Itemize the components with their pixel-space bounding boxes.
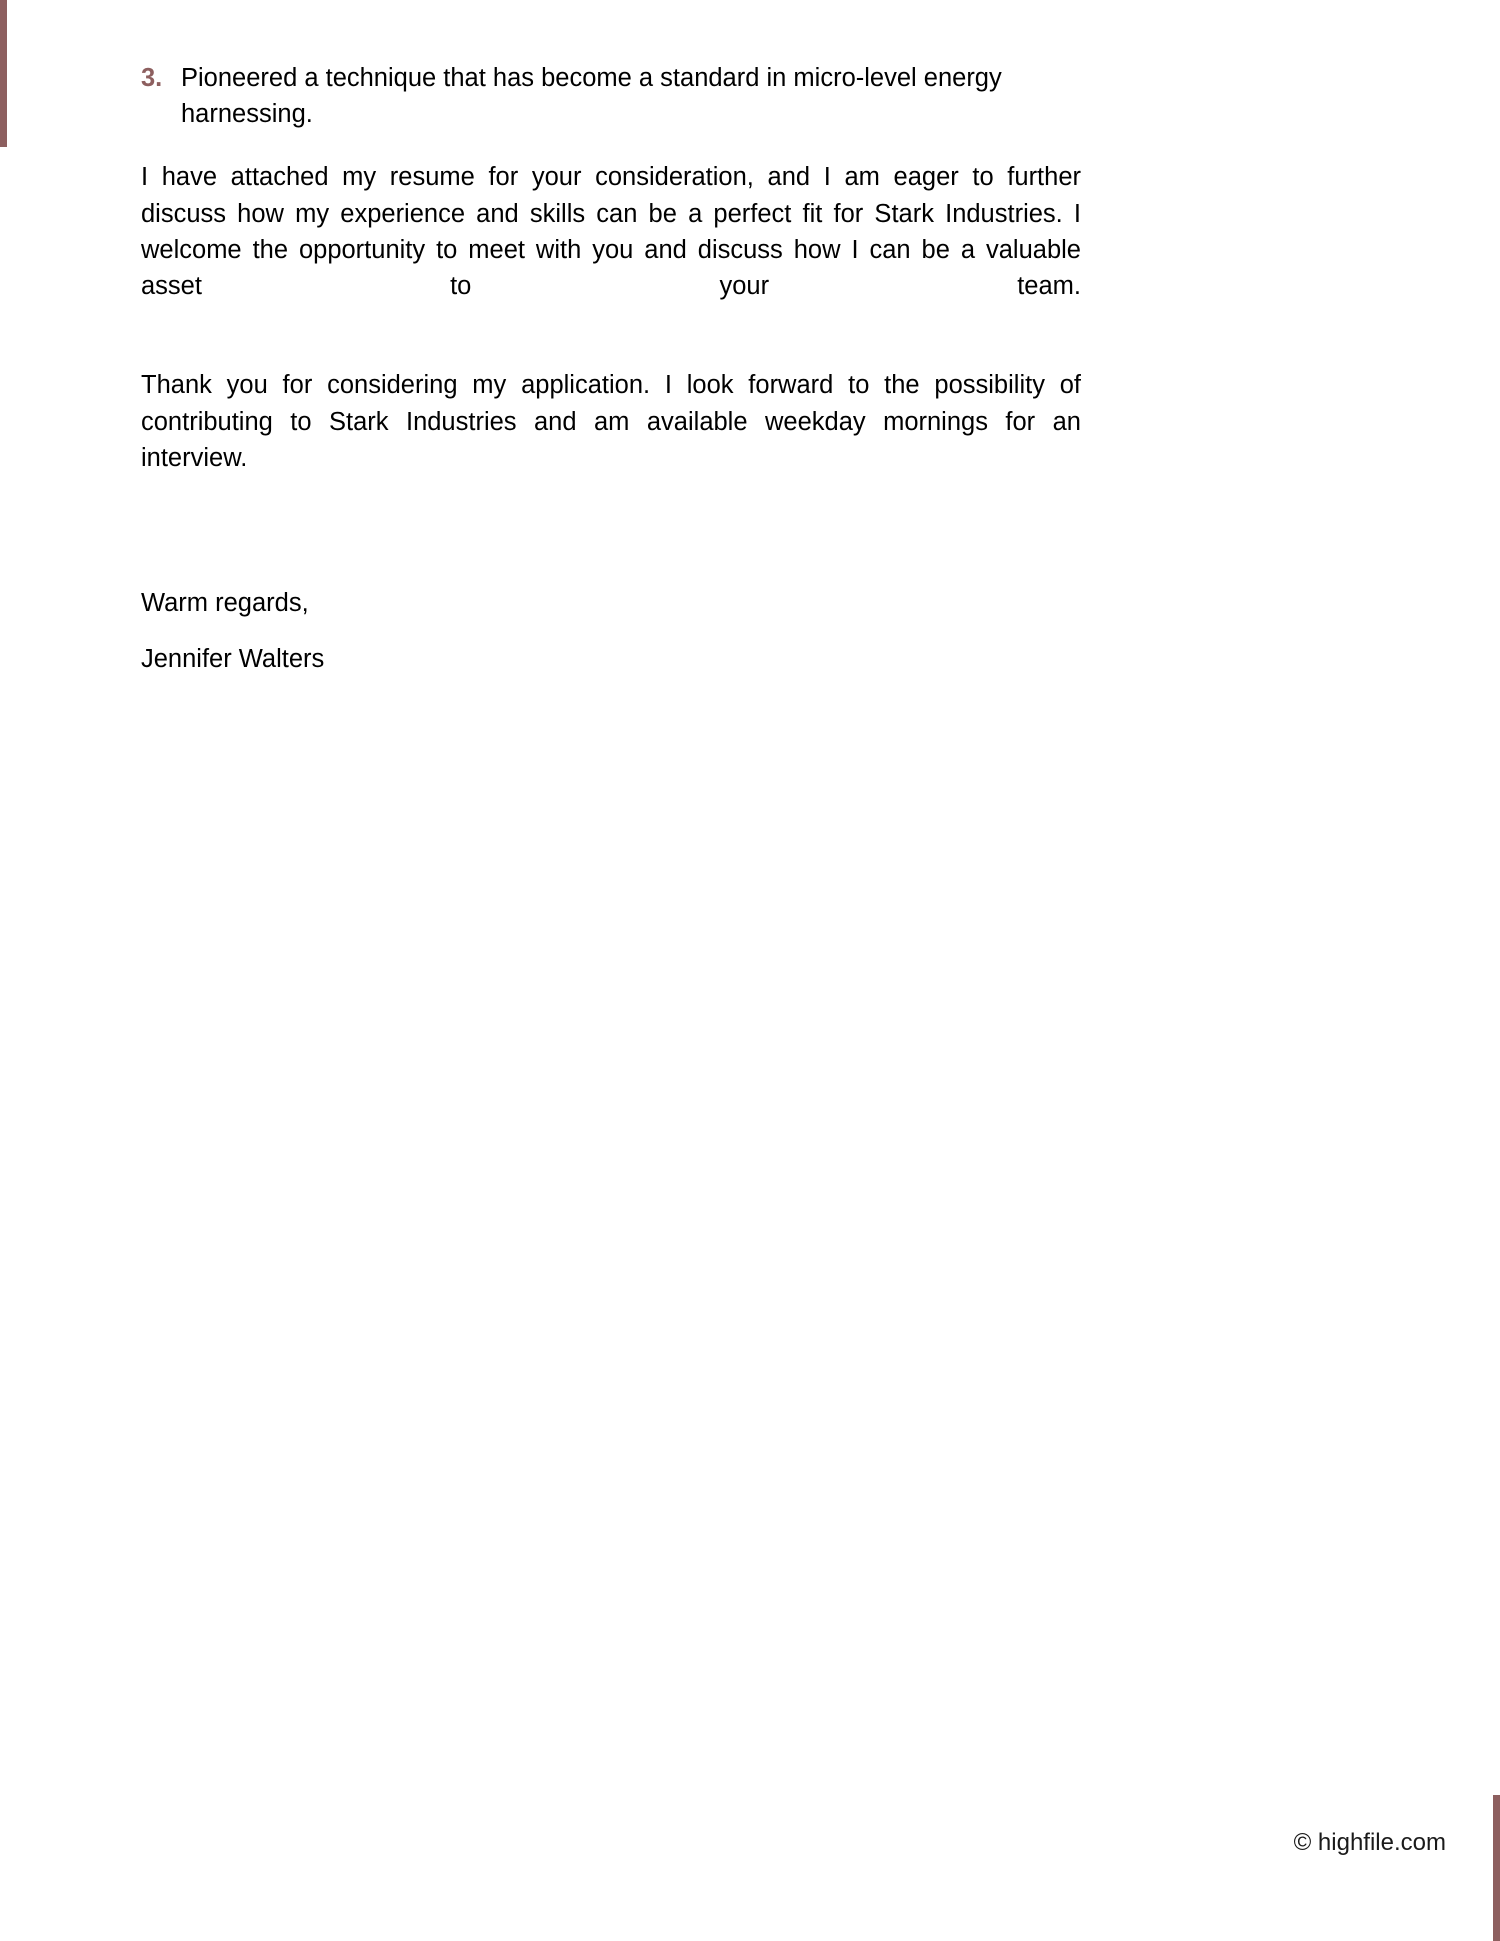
- signature-name: Jennifer Walters: [141, 645, 325, 674]
- paragraph-attached-resume: I have attached my resume for your consideration, and I am eager to further discuss how my experience and skills can be a perfect fit for Stark Industries. I welcome the opportunity to meet with you and discuss how I can be a valuable asset to your team.: [141, 163, 1081, 301]
- list-item-text: Pioneered a technique that has become a standard in micro-level energy harnessing.: [181, 64, 1002, 129]
- closing-spacer: [141, 539, 1081, 585]
- closing-salutation: Warm regards,: [141, 589, 309, 618]
- list-item: [141, 60, 1081, 132]
- letter-body: [141, 60, 1081, 698]
- list-item-marker: 3.: [141, 64, 163, 92]
- bottom-right-accent-bar: [1493, 1795, 1500, 1941]
- paragraph-thank-you: Thank you for considering my application. I look forward to the possibility of contributing to Stark Industries and am available weekday mornings for an interview.: [141, 371, 1081, 472]
- numbered-list: [141, 60, 1081, 132]
- footer-copyright: © highfile.com: [1293, 1829, 1446, 1856]
- top-left-accent-bar: [0, 0, 7, 147]
